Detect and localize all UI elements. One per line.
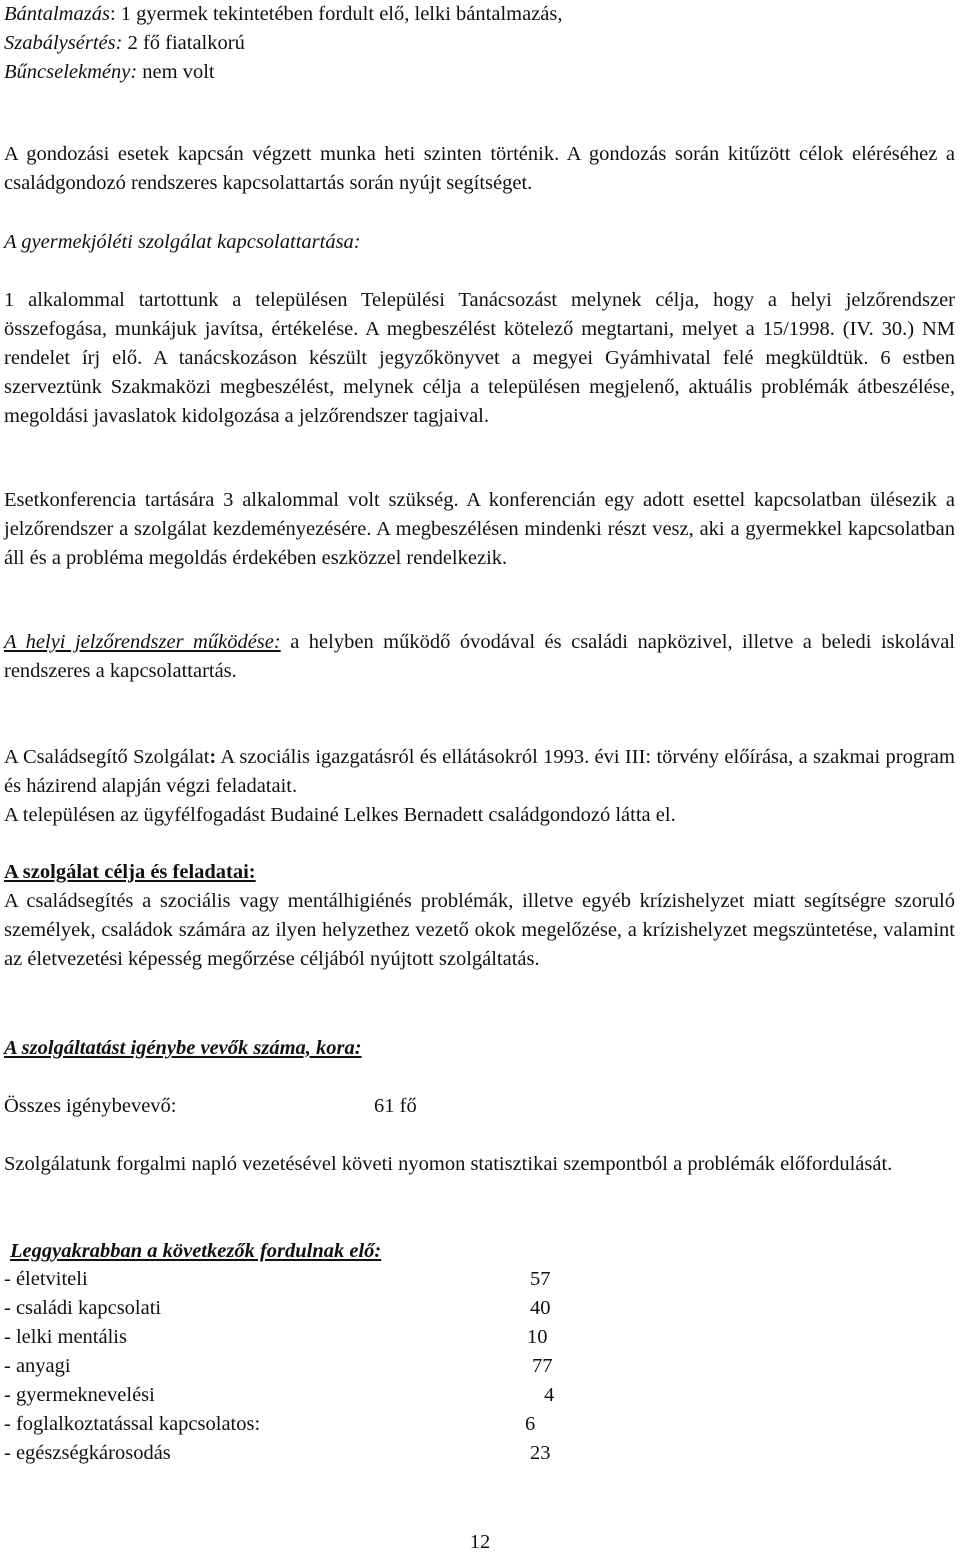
list-item (4, 1294, 604, 1323)
list-item-label: - lelki mentális (4, 1326, 127, 1348)
list-item-label: - életviteli (4, 1268, 88, 1290)
goals-text: A családsegítés a szociális vagy mentálhigiénés problémák, illetve egyéb krízishelyzet miatt segítségre szoruló személyek, családok számára az ilyen helyzethez vezető okok megelőzése, a krízishelyzet megszüntetése, valamint az életvezetési képesség megőrzése céljából nyújtott szolgáltatás. (4, 890, 955, 970)
list-item-label: - foglalkoztatással kapcsolatos: (4, 1413, 261, 1435)
violation-value: 2 fő fiatalkorú (122, 32, 245, 54)
clients-total-label: Összes igénybevevő: (4, 1095, 177, 1117)
list-item-label: - egészségkárosodás (4, 1442, 171, 1464)
goals-heading: A szolgálat célja és feladatai: (4, 861, 256, 883)
list-item (4, 1323, 604, 1352)
frequent-heading: Leggyakrabban a következők fordulnak elő: (10, 1240, 382, 1262)
crime-line (4, 58, 955, 87)
list-item-value: 57 (530, 1268, 551, 1290)
clients-total-value: 61 fő (374, 1095, 417, 1117)
frequent-list (4, 1265, 604, 1468)
list-item (4, 1410, 604, 1439)
signal-system-text: a helyben működő óvodával és családi napközivel, illetve a beledi iskolával rendszeres a kapcsolattartás. (4, 631, 955, 682)
care-paragraph: A gondozási esetek kapcsán végzett munka heti szinten történik. A gondozás során kitűzött célok eléréséhez a családgondozó rendszeres kapcsolattartás során nyújt segítséget. (4, 143, 955, 194)
meeting-paragraph: 1 alkalommal tartottunk a településen Települési Tanácsozást melynek célja, hogy a helyi jelzőrendszer összefogása, munkájuk javítsa, értékelése. A megbeszélést kötelező megtartani, melyet a 15/1998. (IV. 30.) NM rendelet írj elő. A tanácskozáson készült jegyzőkönyvet a megyei Gyámhivatal felé megküldtük. 6 estben szerveztünk Szakmaközi megbeszélést, melynek célja a településen megjelenő, aktuális problémák átbeszélése, megoldási javaslatok kidolgozása a jelzőrendszer tagjaival. (4, 289, 955, 427)
family-service-colon: : (209, 746, 217, 768)
list-item-label: - gyermeknevelési (4, 1384, 155, 1406)
signal-system-paragraph (4, 628, 955, 686)
statistics-paragraph: Szolgálatunk forgalmi napló vezetésével követi nyomon statisztikai szempontból a problémák előfordulását. (4, 1153, 893, 1175)
abuse-label: Bántalmazás (4, 3, 110, 25)
list-item-value: 77 (532, 1355, 553, 1377)
list-item-value: 23 (530, 1442, 551, 1464)
list-item-value: 10 (527, 1326, 548, 1348)
clients-heading: A szolgáltatást igénybe vevők száma, kora: (4, 1037, 362, 1059)
page-number: 12 (469, 1531, 491, 1553)
violation-label: Szabálysértés: (4, 32, 123, 54)
list-item-label: - családi kapcsolati (4, 1297, 162, 1319)
list-item-value: 4 (544, 1384, 555, 1406)
case-conference-paragraph: Esetkonferencia tartására 3 alkalommal volt szükség. A konferencián egy adott esettel kapcsolatban ülésezik a jelzőrendszer a szolgálat kezdeményezésére. A megbeszélésen mindenki részt vesz, aki a gyermekkel kapcsolatban áll és a probléma megoldás érdekében eszközzel rendelkezik. (4, 489, 955, 569)
stats-block (4, 0, 955, 87)
family-service-label: A Családsegítő Szolgálat (4, 746, 210, 768)
list-item (4, 1352, 604, 1381)
clients-total-row (4, 1092, 955, 1121)
reception-line: A településen az ügyfélfogadást Budainé Lelkes Bernadett családgondozó látta el. (4, 804, 676, 826)
family-service-text: A szociális igazgatásról és ellátásokról 1993. évi III: törvény előírása, a szakmai program és házirend alapján végzi feladatait. (4, 746, 955, 797)
abuse-line (4, 0, 955, 29)
violation-line (4, 29, 955, 58)
abuse-value: : 1 gyermek tekintetében fordult elő, lelki bántalmazás, (109, 3, 563, 25)
list-item (4, 1439, 604, 1468)
list-item (4, 1265, 604, 1294)
crime-value: nem volt (137, 61, 215, 83)
family-service-block (4, 743, 955, 830)
crime-label: Bűncselekmény: (4, 61, 138, 83)
family-service-paragraph (4, 743, 955, 801)
list-item-label: - anyagi (4, 1355, 71, 1377)
list-item-value: 6 (525, 1413, 536, 1435)
goals-block (4, 858, 955, 974)
list-item (4, 1381, 604, 1410)
list-item-value: 40 (530, 1297, 551, 1319)
child-welfare-heading: A gyermekjóléti szolgálat kapcsolattartása: (4, 231, 361, 253)
signal-system-label: A helyi jelzőrendszer működése: (4, 631, 281, 653)
